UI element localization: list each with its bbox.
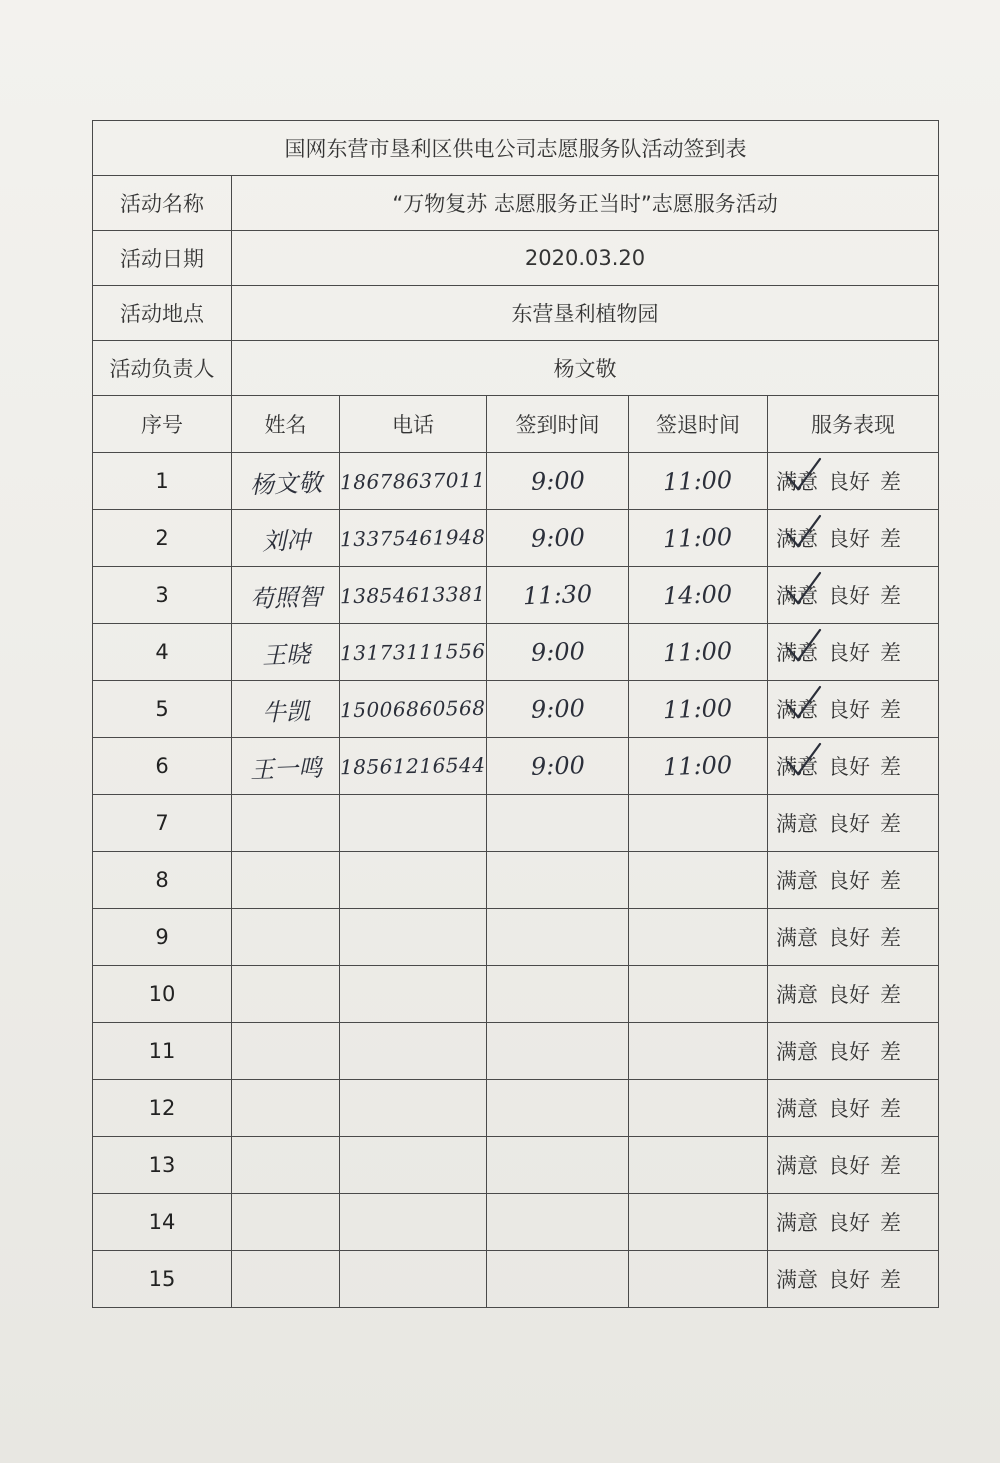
rating-option: 差 xyxy=(880,869,901,893)
phone-number xyxy=(340,795,487,852)
sign-out-time-text: 11:00 xyxy=(662,522,734,554)
table-row xyxy=(93,681,939,738)
sign-out-time-text: 11:00 xyxy=(662,750,734,782)
sign-out-time-text: 11:00 xyxy=(662,636,734,668)
rating-option: 满意 xyxy=(776,1040,818,1064)
signature-name-text: 杨文敬 xyxy=(249,468,323,499)
row-number: 2 xyxy=(93,510,232,567)
sign-in-time xyxy=(487,795,629,852)
row-number: 11 xyxy=(93,1023,232,1080)
phone-number xyxy=(340,453,487,510)
signature-name xyxy=(232,567,340,624)
performance-rating xyxy=(768,453,939,510)
signature-name xyxy=(232,966,340,1023)
rating-option: 差 xyxy=(880,1211,901,1235)
rating-option: 满意 xyxy=(776,755,818,779)
activity-location-label: 活动地点 xyxy=(93,286,232,341)
rating-option: 差 xyxy=(880,926,901,950)
rating-option: 满意 xyxy=(776,1211,818,1235)
row-number: 15 xyxy=(93,1251,232,1308)
sign-in-time xyxy=(487,453,629,510)
performance-rating xyxy=(768,567,939,624)
signature-name-text: 王一鸣 xyxy=(249,753,323,784)
sign-in-time xyxy=(487,567,629,624)
performance-rating xyxy=(768,510,939,567)
phone-number-text: 18561216544 xyxy=(340,752,486,780)
signature-name xyxy=(232,1137,340,1194)
row-number: 4 xyxy=(93,624,232,681)
sign-out-time xyxy=(629,852,768,909)
rating-option: 良好 xyxy=(828,926,870,950)
sign-out-time xyxy=(629,1023,768,1080)
sign-out-time xyxy=(629,966,768,1023)
check-mark-icon xyxy=(784,683,824,723)
signature-name xyxy=(232,738,340,795)
rating-option: 良好 xyxy=(828,1040,870,1064)
sign-out-time xyxy=(629,1194,768,1251)
check-mark-icon xyxy=(784,455,824,495)
sign-in-time-text: 11:30 xyxy=(522,579,593,611)
phone-number xyxy=(340,966,487,1023)
rating-option: 良好 xyxy=(828,1211,870,1235)
rating-option: 良好 xyxy=(828,641,870,665)
phone-number-text: 13173111556 xyxy=(340,638,486,666)
performance-rating xyxy=(768,795,939,852)
table-row xyxy=(93,795,939,852)
row-number: 13 xyxy=(93,1137,232,1194)
rating-option: 良好 xyxy=(828,755,870,779)
signature-name-text: 牛凯 xyxy=(261,696,311,727)
table-row xyxy=(93,510,939,567)
phone-number xyxy=(340,1137,487,1194)
row-number: 7 xyxy=(93,795,232,852)
table-row xyxy=(93,1251,939,1308)
rating-option: 差 xyxy=(880,1154,901,1178)
performance-rating xyxy=(768,1194,939,1251)
row-number: 6 xyxy=(93,738,232,795)
performance-rating xyxy=(768,1137,939,1194)
rating-option: 差 xyxy=(880,755,901,779)
column-header-performance: 服务表现 xyxy=(768,396,939,453)
phone-number xyxy=(340,1023,487,1080)
column-header-phone: 电话 xyxy=(340,396,487,453)
sign-out-time xyxy=(629,795,768,852)
table-row xyxy=(93,624,939,681)
sign-in-time xyxy=(487,681,629,738)
phone-number xyxy=(340,909,487,966)
phone-number xyxy=(340,1080,487,1137)
sign-out-time xyxy=(629,738,768,795)
sign-out-time xyxy=(629,681,768,738)
row-number: 5 xyxy=(93,681,232,738)
column-header-row xyxy=(93,396,939,453)
rating-option: 良好 xyxy=(828,527,870,551)
sign-out-time-text: 11:00 xyxy=(662,465,734,497)
sign-in-time xyxy=(487,1194,629,1251)
rating-option: 差 xyxy=(880,1097,901,1121)
rating-option: 满意 xyxy=(776,983,818,1007)
signature-name xyxy=(232,1251,340,1308)
performance-rating xyxy=(768,909,939,966)
table-row xyxy=(93,966,939,1023)
column-header-name: 姓名 xyxy=(232,396,340,453)
performance-rating xyxy=(768,1251,939,1308)
sign-in-time-text: 9:00 xyxy=(530,751,585,781)
phone-number xyxy=(340,681,487,738)
performance-rating xyxy=(768,1080,939,1137)
table-row xyxy=(93,1023,939,1080)
rating-option: 良好 xyxy=(828,698,870,722)
rating-option: 良好 xyxy=(828,1154,870,1178)
rating-option: 差 xyxy=(880,812,901,836)
row-number: 3 xyxy=(93,567,232,624)
activity-leader-label: 活动负责人 xyxy=(93,341,232,396)
sign-in-time xyxy=(487,738,629,795)
performance-rating xyxy=(768,966,939,1023)
performance-rating xyxy=(768,738,939,795)
rating-option: 差 xyxy=(880,527,901,551)
activity-name-label: 活动名称 xyxy=(93,176,232,231)
sign-in-time xyxy=(487,966,629,1023)
signature-name-text: 王晓 xyxy=(261,639,311,670)
rating-option: 良好 xyxy=(828,869,870,893)
rating-option: 满意 xyxy=(776,641,818,665)
form-title: 国网东营市垦利区供电公司志愿服务队活动签到表 xyxy=(93,121,939,176)
activity-location-value: 东营垦利植物园 xyxy=(232,286,939,341)
activity-name-value: “万物复苏 志愿服务正当时”志愿服务活动 xyxy=(232,176,939,231)
rating-option: 满意 xyxy=(776,869,818,893)
sign-in-time-text: 9:00 xyxy=(530,466,585,496)
rating-option: 满意 xyxy=(776,1154,818,1178)
signature-name xyxy=(232,510,340,567)
sign-out-time xyxy=(629,1080,768,1137)
signature-name xyxy=(232,624,340,681)
rating-option: 满意 xyxy=(776,584,818,608)
signature-name xyxy=(232,681,340,738)
sign-in-time xyxy=(487,1137,629,1194)
signature-name xyxy=(232,453,340,510)
sign-in-time xyxy=(487,624,629,681)
rating-option: 差 xyxy=(880,698,901,722)
row-number: 10 xyxy=(93,966,232,1023)
phone-number xyxy=(340,1251,487,1308)
phone-number xyxy=(340,852,487,909)
sign-in-time-text: 9:00 xyxy=(530,523,585,553)
sign-in-time-text: 9:00 xyxy=(530,694,585,724)
row-number: 14 xyxy=(93,1194,232,1251)
phone-number xyxy=(340,567,487,624)
row-number: 1 xyxy=(93,453,232,510)
sign-in-time xyxy=(487,909,629,966)
phone-number-text: 15006860568 xyxy=(340,695,486,723)
performance-rating xyxy=(768,624,939,681)
phone-number-text: 13375461948 xyxy=(340,524,486,552)
signature-name-text: 苟照智 xyxy=(249,582,323,613)
row-number: 9 xyxy=(93,909,232,966)
performance-rating xyxy=(768,852,939,909)
sign-out-time-text: 14:00 xyxy=(662,579,734,611)
sign-in-time xyxy=(487,1251,629,1308)
rating-option: 差 xyxy=(880,1268,901,1292)
activity-leader-value: 杨文敬 xyxy=(232,341,939,396)
sign-in-time xyxy=(487,510,629,567)
phone-number xyxy=(340,624,487,681)
rating-option: 满意 xyxy=(776,1268,818,1292)
rating-option: 差 xyxy=(880,584,901,608)
table-row xyxy=(93,909,939,966)
phone-number xyxy=(340,738,487,795)
rating-option: 良好 xyxy=(828,1097,870,1121)
sign-out-time-text: 11:00 xyxy=(662,693,734,725)
signature-name xyxy=(232,1194,340,1251)
sign-out-time xyxy=(629,1137,768,1194)
rating-option: 差 xyxy=(880,983,901,1007)
rating-option: 差 xyxy=(880,470,901,494)
column-header-number: 序号 xyxy=(93,396,232,453)
sign-in-form-table xyxy=(92,120,939,1308)
column-header-sign-out-time: 签退时间 xyxy=(629,396,768,453)
rating-option: 良好 xyxy=(828,470,870,494)
sign-in-time-text: 9:00 xyxy=(530,637,585,667)
rating-option: 良好 xyxy=(828,812,870,836)
check-mark-icon xyxy=(784,512,824,552)
check-mark-icon xyxy=(784,569,824,609)
table-row xyxy=(93,567,939,624)
performance-rating xyxy=(768,1023,939,1080)
table-row xyxy=(93,1194,939,1251)
sign-in-time xyxy=(487,1080,629,1137)
phone-number xyxy=(340,510,487,567)
table-row xyxy=(93,453,939,510)
signature-name xyxy=(232,795,340,852)
signature-name xyxy=(232,1023,340,1080)
rating-option: 良好 xyxy=(828,584,870,608)
sign-out-time xyxy=(629,1251,768,1308)
sign-out-time xyxy=(629,453,768,510)
activity-date-value: 2020.03.20 xyxy=(232,231,939,286)
signature-name xyxy=(232,1080,340,1137)
phone-number xyxy=(340,1194,487,1251)
sign-in-time xyxy=(487,852,629,909)
rating-option: 满意 xyxy=(776,1097,818,1121)
row-number: 12 xyxy=(93,1080,232,1137)
rating-option: 满意 xyxy=(776,470,818,494)
rating-option: 差 xyxy=(880,1040,901,1064)
table-row xyxy=(93,738,939,795)
rating-option: 满意 xyxy=(776,527,818,551)
table-row xyxy=(93,1080,939,1137)
check-mark-icon xyxy=(784,626,824,666)
rating-option: 满意 xyxy=(776,812,818,836)
rating-option: 满意 xyxy=(776,698,818,722)
signature-name-text: 刘冲 xyxy=(261,525,311,556)
table-row xyxy=(93,1137,939,1194)
phone-number-text: 13854613381 xyxy=(340,581,486,609)
rating-option: 满意 xyxy=(776,926,818,950)
signature-name xyxy=(232,852,340,909)
sign-out-time xyxy=(629,624,768,681)
phone-number-text: 18678637011 xyxy=(340,467,486,495)
signature-name xyxy=(232,909,340,966)
activity-date-label: 活动日期 xyxy=(93,231,232,286)
check-mark-icon xyxy=(784,740,824,780)
rating-option: 良好 xyxy=(828,983,870,1007)
sign-out-time xyxy=(629,567,768,624)
rating-option: 差 xyxy=(880,641,901,665)
row-number: 8 xyxy=(93,852,232,909)
sign-in-time xyxy=(487,1023,629,1080)
table-row xyxy=(93,852,939,909)
rating-option: 良好 xyxy=(828,1268,870,1292)
sign-out-time xyxy=(629,510,768,567)
performance-rating xyxy=(768,681,939,738)
column-header-sign-in-time: 签到时间 xyxy=(487,396,629,453)
sign-out-time xyxy=(629,909,768,966)
